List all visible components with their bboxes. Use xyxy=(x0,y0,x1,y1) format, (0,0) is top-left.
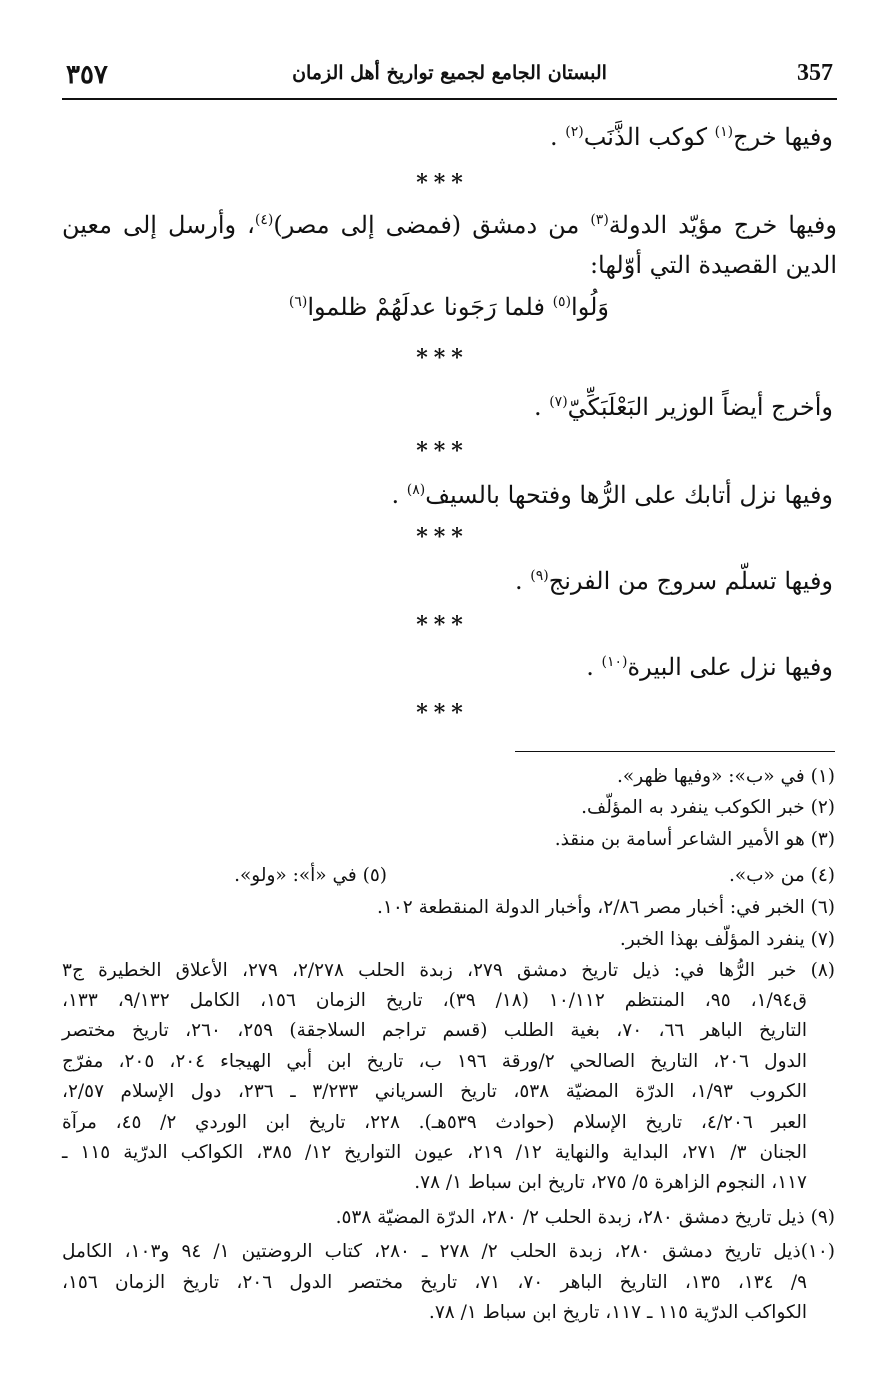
text-line-2: وفيها خرج مؤيّد الدولة$^{(٣)}$ من دمشق (فمضى إلى مصر)$^{(٤)}$، وأرسل إلى معين xyxy=(62,211,837,239)
footnote-ref-8: (٨) xyxy=(406,482,426,498)
footnote-8-line-6: العبر ٤/٢٠٦، تاريخ الإسلام (حوادث ٥٣٩هـ). ٢٢٨، تاريخ ابن الوردي ٢/ ٤٥، مرآة xyxy=(62,1112,807,1133)
footnote-3: (٣) هو الأمير الشاعر أسامة بن منقذ. xyxy=(554,829,835,850)
footnote-10-line-1: (١٠)ذيل تاريخ دمشق ٢٨٠، زبدة الحلب ٢/ ٢٧٨ ـ ٢٨٠، كتاب الروضتين ١/ ٩٤ و١٠٣، الكامل xyxy=(62,1241,836,1262)
footnote-1: (١) في «ب»: «وفيها ظهر». xyxy=(617,766,835,787)
section-separator-4: *** xyxy=(416,524,469,550)
footnote-8-line-3: التاريخ الباهر ٦٦، ٧٠، بغية الطلب (قسم تراجم السلاجقة) ٢٥٩، ٢٦٠، تاريخ مختصر xyxy=(62,1020,807,1041)
footnote-ref-4: (٤) xyxy=(254,212,274,228)
footnote-ref-3: (٣) xyxy=(590,212,609,228)
footnote-9: (٩) ذيل تاريخ دمشق ٢٨٠، زبدة الحلب ٢/ ٢٨٠، الدرّة المضيّة ٥٣٨. xyxy=(335,1207,835,1228)
footnote-2: (٢) خبر الكوكب ينفرد به المؤلّف. xyxy=(581,797,835,818)
running-title: البستان الجامع لجميع تواريخ أهل الزمان xyxy=(292,62,607,84)
section-separator-5: *** xyxy=(416,612,469,638)
footnote-ref-9: (٩) xyxy=(530,568,549,584)
footnote-8-line-8: ١١٧، النجوم الزاهرة ٥/ ٢٧٥، تاريخ ابن سباط ١/ ٧٨. xyxy=(414,1172,807,1193)
footnote-divider xyxy=(515,751,835,752)
text-line-7: وفيها نزل على البيرة$^{(١٠)}$ . xyxy=(586,653,833,681)
footnote-8-line-5: الكروب ١/٩٣، الدرّة المضيّة ٥٣٨، تاريخ السرياني ٣/٢٣٣ ـ ٢٣٦، دول الإسلام ٢/٥٧، xyxy=(62,1081,807,1102)
footnote-7: (٧) ينفرد المؤلّف بهذا الخبر. xyxy=(619,929,835,950)
page-number-latin: 357 xyxy=(797,60,833,86)
footnote-10-line-2: ٩/ ١٣٤، ١٣٥، التاريخ الباهر ٧٠، ٧١، تاريخ مختصر الدول ٢٠٦، تاريخ الزمان ١٥٦، xyxy=(62,1272,808,1293)
footnote-ref-5: (٥) xyxy=(552,294,572,310)
footnote-4: (٤) من «ب». xyxy=(728,865,835,886)
footnote-6: (٦) الخبر في: أخبار مصر ٢/٨٦، وأخبار الدولة المنقطعة ١٠٢. xyxy=(377,897,835,918)
footnote-8-line-1: (٨) خبر الرُّها في: ذيل تاريخ دمشق ٢٧٩، زبدة الحلب ٢/٢٧٨، ٢٧٩، الأعلاق الخطيرة ج٣ xyxy=(62,960,835,981)
text-line-1: وفيها خرج$^{(١)}$ كوكب الذَّنَب$^{(٢)}$ . xyxy=(550,123,833,151)
footnote-8-line-7: الجنان ٣/ ٢٧١، البداية والنهاية ١٢/ ٢١٩، عيون التواريخ ١٢/ ٣٨٥، الكواكب الدرّية ١١٥ ـ xyxy=(62,1142,807,1163)
text-line-5: وفيها نزل أتابك على الرُّها وفتحها بالسيف$^{(٨)}$ . xyxy=(391,481,833,509)
footnote-ref-6: (٦) xyxy=(288,294,308,310)
footnote-ref-10: (١٠) xyxy=(601,654,628,670)
section-separator-6: *** xyxy=(416,700,469,726)
text-line-4: وأخرج أيضاً الوزير البَعْلَبَكِّيّ$^{(٧)}$ . xyxy=(533,393,833,421)
page-number-arabic: ٣٥٧ xyxy=(66,60,108,90)
main-text xyxy=(62,0,837,760)
footnote-10-line-3: الكواكب الدرّية ١١٥ ـ ١١٧، تاريخ ابن سباط ١/ ٧٨. xyxy=(428,1302,807,1323)
footnote-ref-2: (٢) xyxy=(565,124,584,140)
section-separator-3: *** xyxy=(416,438,469,464)
footnote-ref-1: (١) xyxy=(714,124,734,140)
text-line-3: الدين القصيدة التي أوّلها: xyxy=(589,251,837,279)
footnote-ref-7: (٧) xyxy=(549,394,568,410)
text-line-6: وفيها تسلّم سروج من الفرنج$^{(٩)}$ . xyxy=(514,567,833,595)
footnote-5: (٥) في «أ»: «ولو». xyxy=(234,865,387,886)
section-separator-1: *** xyxy=(416,170,469,196)
section-separator-2: *** xyxy=(416,345,469,371)
verse-line: وَلُوا$^{(٥)}$ فلما رَجَونا عدلَهُمْ ظلموا$^{(٦)}$ xyxy=(288,293,609,321)
footnote-8-line-4: الدول ٢٠٦، التاريخ الصالحي ٢/ورقة ١٩٦ ب، تاريخ ابن أبي الهيجاء ٢٠٤، ٢٠٥، مفرّج xyxy=(62,1051,808,1072)
footnote-8-line-2: ق١/٩٤، ٩٥، المنتظم ١٠/١١٢ (١٨/ ٣٩)، تاريخ الزمان ١٥٦، الكامل ٩/١٣٢، ١٣٣، xyxy=(62,990,807,1011)
